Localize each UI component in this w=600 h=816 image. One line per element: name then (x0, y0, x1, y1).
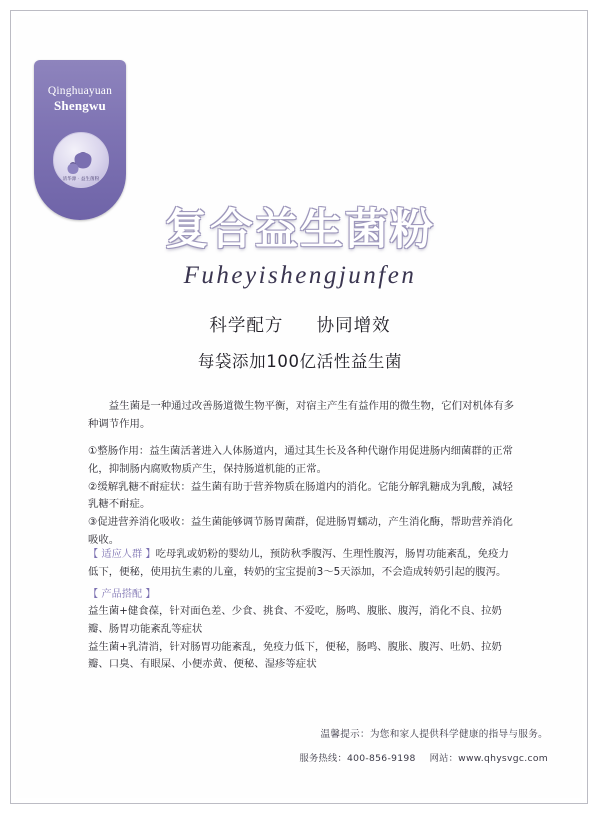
hotline-value: 400-856-9198 (346, 753, 416, 764)
intro-paragraph: 益生菌是一种通过改善肠道微生物平衡，对宿主产生有益作用的微生物，它们对机体有多种调节作用。 (88, 400, 515, 430)
brand-emblem-caption: 清华源 · 益生菌粉 (62, 176, 100, 181)
website-label: 网站： (429, 753, 459, 764)
slogan-primary-right: 协同增效 (316, 316, 391, 336)
benefit-item-3: ③促进营养消化吸收：益生菌能够调节肠胃菌群，促进肠胃蠕动，产生消化酶，帮助营养消化吸收。 (88, 516, 513, 547)
brand-name-line2: Shengwu (54, 98, 106, 114)
product-description (88, 398, 516, 550)
brand-name-line1: Qinghuayuan (47, 85, 113, 97)
section-product-pairing (88, 586, 516, 674)
page-title: 复合益生菌粉 (165, 205, 435, 255)
section-pairing-heading: 【 产品搭配 】 (88, 589, 156, 600)
footer-contact (300, 750, 548, 764)
section-suitable-crowd (88, 546, 516, 581)
pairing-line-2: 益生菌+乳清消，针对肠胃功能紊乱，免疫力低下，便秘，肠鸣、腹胀、腹泻、吐奶、拉奶瓣、口臭、有眼屎、小便赤黄、便秘、湿疹等症状 (88, 640, 502, 671)
benefit-item-2: ②缓解乳糖不耐症状：益生菌有助于营养物质在肠道内的消化。它能分解乳糖成为乳酸，减轻乳糖不耐症。 (88, 480, 513, 511)
page-title-pinyin: Fuheyishengjunfen (183, 262, 417, 289)
footer-note: 温馨提示：为您和家人提供科学健康的指导与服务。 (320, 729, 548, 740)
section-crowd-text (88, 546, 516, 581)
section-crowd-body: 吃母乳或奶粉的婴幼儿，预防秋季腹泻、生理性腹泻，肠胃功能紊乱，免疫力低下，便秘，使用抗生素的儿童，转奶的宝宝提前3～5天添加，不会造成转奶引起的腹泻。 (88, 548, 509, 578)
brand-emblem-icon (53, 132, 109, 188)
pairing-line-1: 益生菌+健食葆，针对面色差、少食、挑食、不爱吃，肠鸣、腹胀、腹泻，消化不良、拉奶瓣、肠胃功能紊乱等症状 (88, 605, 502, 636)
slogan-secondary: 每袋添加100亿活性益生菌 (197, 352, 403, 371)
website-value[interactable]: www.qhysvgc.com (458, 753, 548, 764)
slogan-primary (0, 312, 600, 337)
mother-and-child-icon (61, 145, 101, 179)
paragraph-spacer (88, 434, 516, 443)
slogan-primary-left: 科学配方 (209, 316, 284, 336)
brand-name (34, 84, 126, 115)
hotline-label: 服务热线： (299, 753, 347, 764)
benefit-item-1: ①整肠作用：益生菌活著进入人体肠道内，通过其生长及各种代谢作用促进肠内细菌群的正常化，抑制肠内腐败物质产生，保持肠道机能的正常。 (88, 444, 513, 475)
section-crowd-heading: 【 适应人群 】 (88, 549, 156, 560)
